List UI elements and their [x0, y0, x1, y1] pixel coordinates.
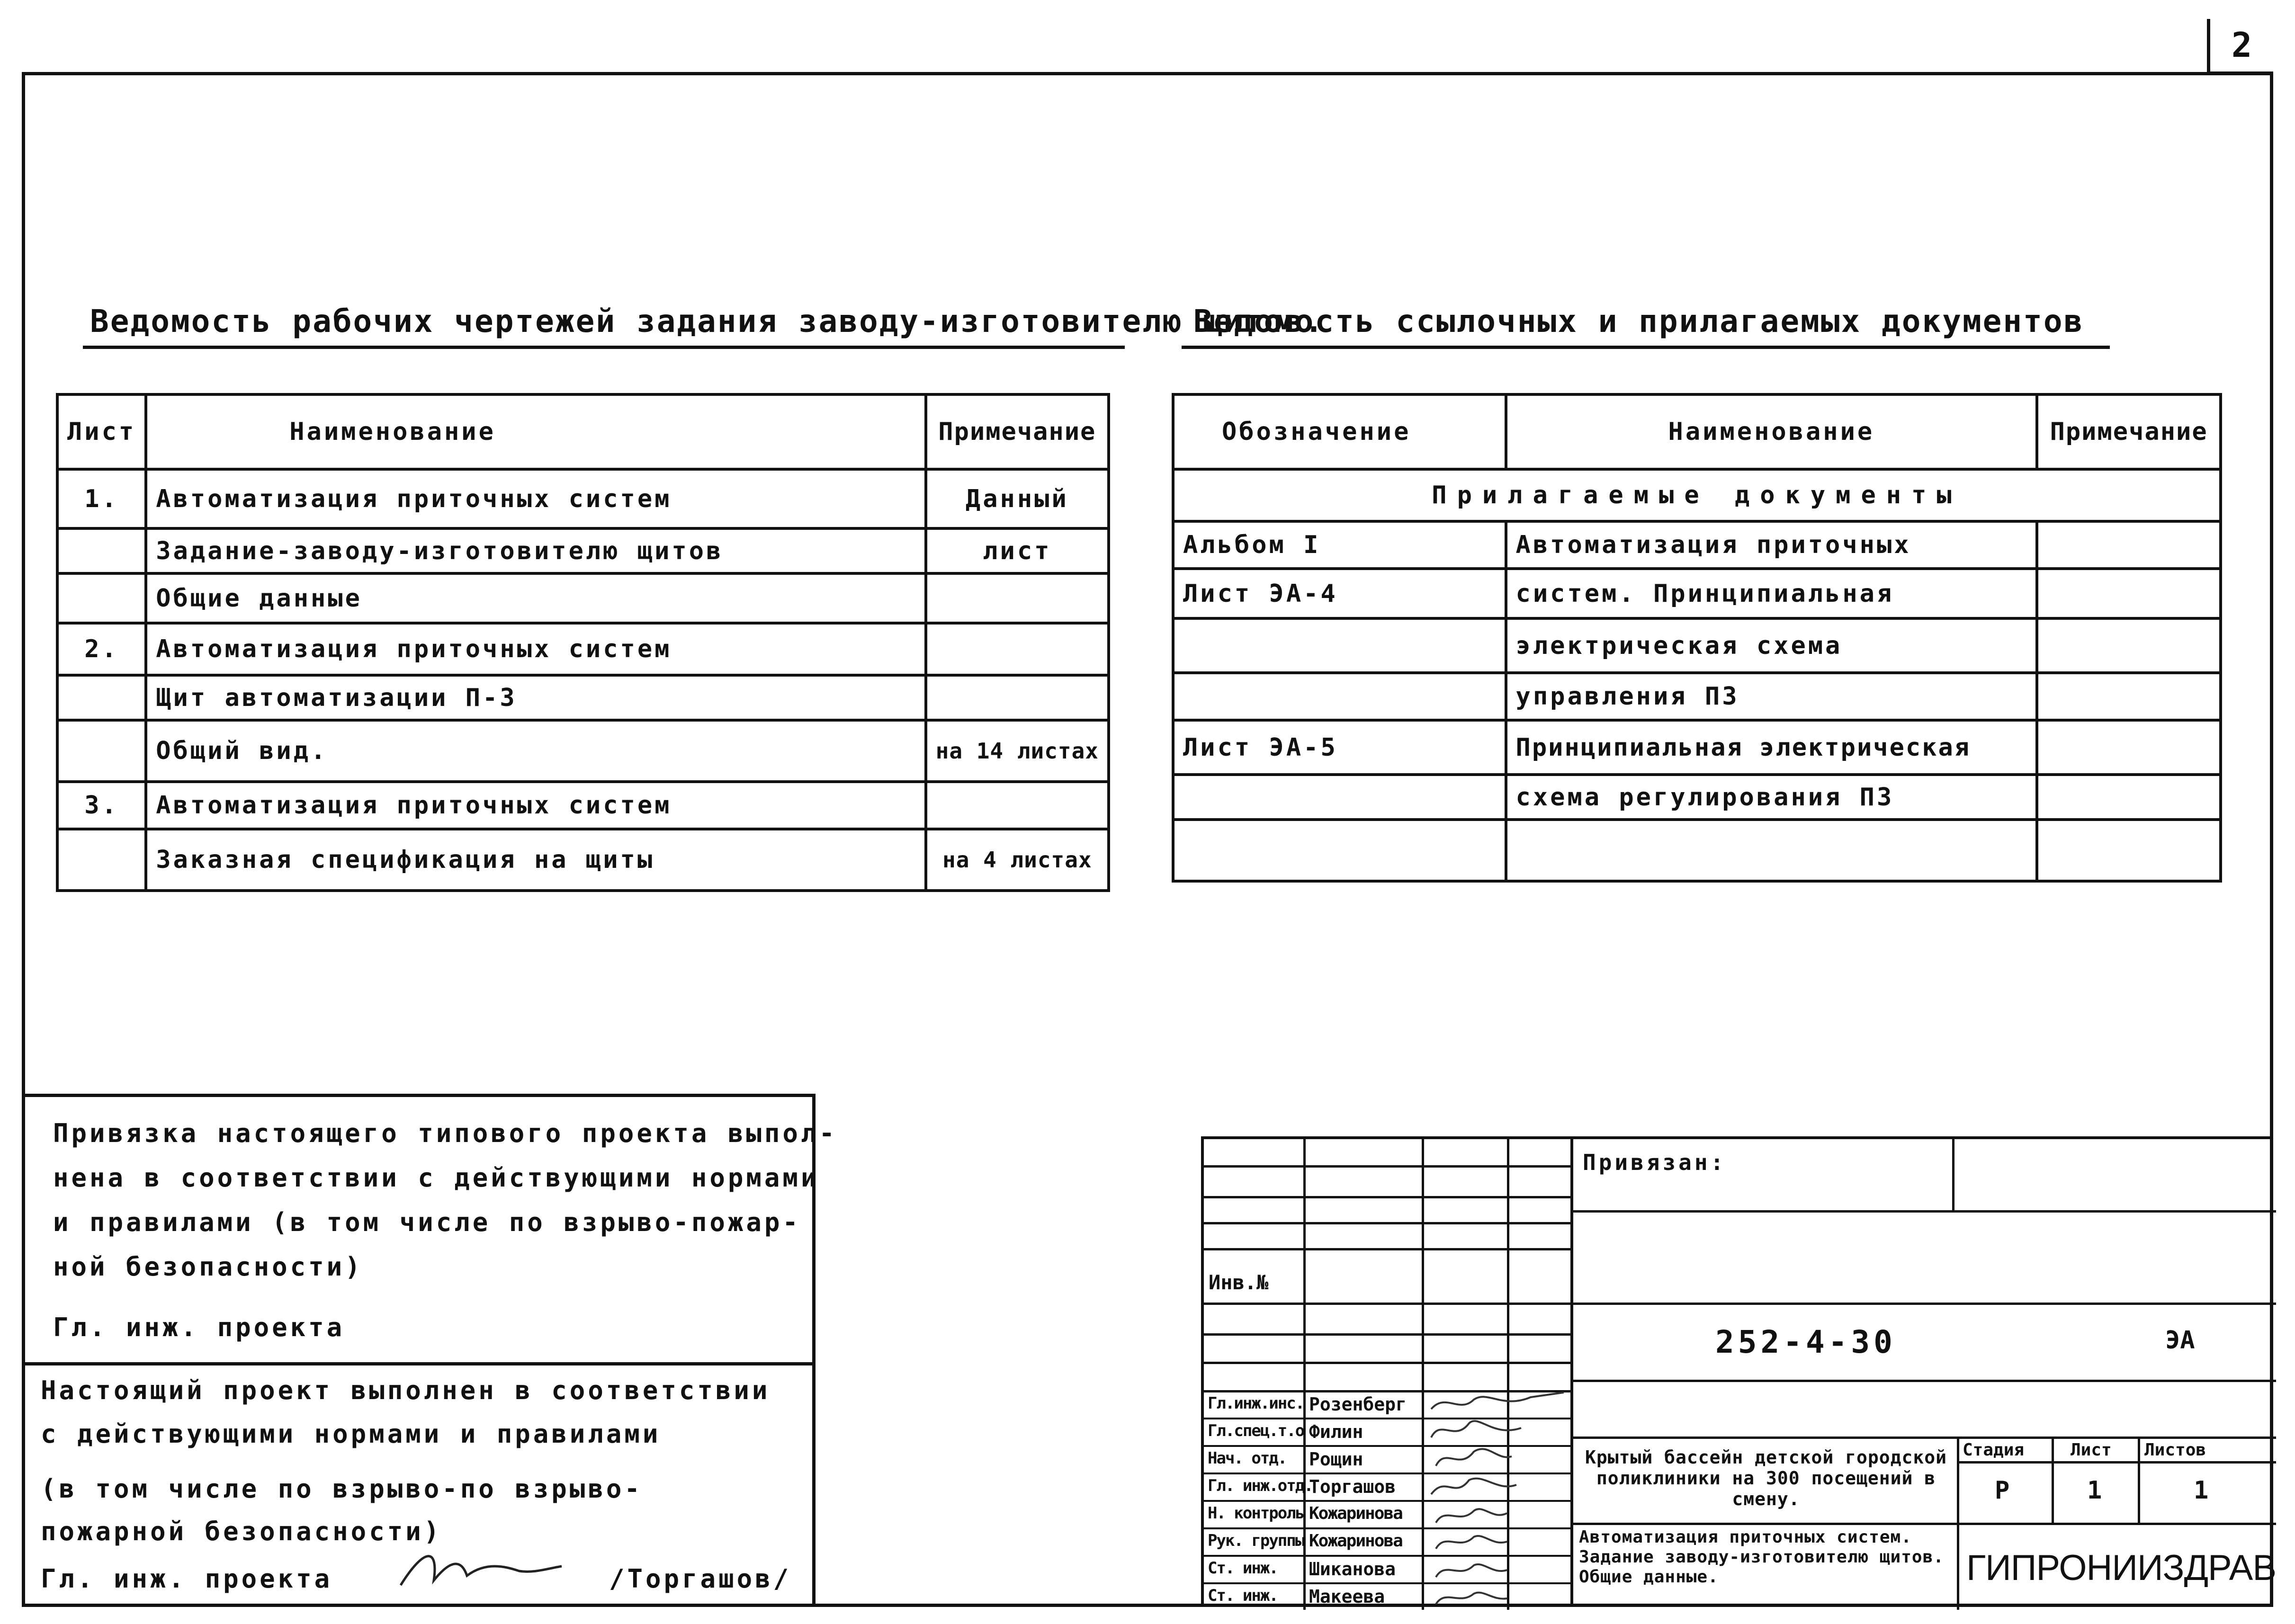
table-row — [1173, 521, 2221, 569]
stage-value: Р — [1995, 1476, 2010, 1505]
table-row — [1173, 569, 2221, 618]
table-row — [57, 573, 1109, 623]
row-sheet: 3. — [57, 782, 146, 829]
row-code: Лист ЭА-4 — [1173, 569, 1506, 618]
header-name: Наименование — [146, 394, 925, 469]
staff-role: Ст. инж. — [1208, 1586, 1278, 1605]
grid-line — [1957, 1523, 2276, 1525]
table-header-row — [57, 394, 1109, 469]
row-name: Щит автоматизации П-3 — [146, 675, 925, 720]
staff-name: Филин — [1309, 1421, 1363, 1442]
row-name: Общие данные — [146, 573, 925, 623]
table-row — [57, 782, 1109, 829]
right-title-underline — [1182, 346, 2110, 349]
binding-line: нена в соответствии с действующими нормами — [53, 1163, 819, 1193]
grid-line — [1573, 1210, 2276, 1213]
row-name: электрическая схема — [1506, 618, 2037, 673]
table-row — [57, 528, 1109, 573]
row-name: Автоматизация приточных систем — [146, 782, 925, 829]
table-row — [1173, 618, 2221, 673]
grid-line — [1204, 1196, 1573, 1198]
compliance-line: Настоящий проект выполнен в соответствии — [41, 1375, 771, 1405]
table-row — [1173, 775, 2221, 820]
staff-name: Торгашов — [1309, 1476, 1396, 1497]
header-sheet: Лист — [57, 394, 146, 469]
row-note — [2037, 569, 2221, 618]
row-name: Автоматизация приточных систем — [146, 469, 925, 528]
row-note — [2037, 775, 2221, 820]
grid-line — [1957, 1461, 2276, 1463]
table-row — [57, 829, 1109, 891]
row-name: Общий вид. — [146, 720, 925, 782]
row-note — [926, 623, 1109, 675]
staff-name: Розенберг — [1309, 1394, 1407, 1415]
table-row — [57, 469, 1109, 528]
compliance-signer-name: /Торгашов/ — [609, 1564, 792, 1594]
sheets-value: 1 — [2194, 1476, 2209, 1505]
header-code: Обозначение — [1173, 394, 1506, 469]
stamp-left-grid — [1201, 1136, 1570, 1607]
row-sheet — [57, 829, 146, 891]
section-row — [1173, 469, 2221, 521]
row-code: Альбом I — [1173, 521, 1506, 569]
binding-signer: Гл. инж. проекта — [53, 1312, 345, 1342]
staff-role: Ст. инж. — [1208, 1559, 1278, 1578]
header-note: Примечание — [2037, 394, 2221, 469]
row-note — [926, 782, 1109, 829]
staff-name: Шиканова — [1309, 1559, 1396, 1579]
row-name: управления П3 — [1506, 673, 2037, 720]
grid-line — [1573, 1437, 2276, 1439]
staff-role: Гл. инж.отд. — [1208, 1476, 1313, 1495]
row-code — [1173, 820, 1506, 881]
header-note: Примечание — [926, 394, 1109, 469]
row-name: Автоматизация приточных — [1506, 521, 2037, 569]
row-code — [1173, 673, 1506, 720]
row-code — [1173, 775, 1506, 820]
sheets-label: Листов — [2144, 1440, 2206, 1460]
row-name: систем. Принципиальная — [1506, 569, 2037, 618]
row-name: Принципиальная электрическая — [1506, 720, 2037, 775]
row-sheet — [57, 573, 146, 623]
doc-suffix: ЭА — [2165, 1326, 2195, 1355]
organization-name: ГИПРОНИИЗДРАВ — [1966, 1548, 2277, 1588]
row-note: на 4 листах — [926, 829, 1109, 891]
left-title-underline — [83, 346, 1125, 349]
row-name: Задание-заводу-изготовителю щитов — [146, 528, 925, 573]
compliance-signer: Гл. инж. проекта — [41, 1564, 333, 1594]
row-sheet — [57, 528, 146, 573]
right-table-title: Ведомость ссылочных и прилагаемых документов — [1193, 303, 2084, 339]
staff-name: Кожаринова — [1309, 1531, 1402, 1551]
grid-line — [1573, 1380, 2276, 1382]
row-note — [2037, 521, 2221, 569]
sheet-value: 1 — [2087, 1476, 2102, 1505]
row-sheet — [57, 675, 146, 720]
signature-mark — [396, 1543, 566, 1595]
sheet-label: Лист — [2071, 1440, 2112, 1460]
table-row — [57, 720, 1109, 782]
row-sheet: 1. — [57, 469, 146, 528]
row-name — [1506, 820, 2037, 881]
row-note: лист — [926, 528, 1109, 573]
left-table-title: Ведомость рабочих чертежей задания заводу-изготовителю щитов. — [90, 303, 1325, 339]
grid-line — [1204, 1222, 1573, 1224]
row-name: Заказная спецификация на щиты — [146, 829, 925, 891]
project-title: Крытый бассейн детской городской поликлиники на 300 посещений в смену. — [1585, 1447, 1947, 1509]
binding-line: и правилами (в том числе по взрыво-пожар- — [53, 1207, 801, 1237]
row-note — [926, 675, 1109, 720]
staff-signatures — [1426, 1390, 1569, 1610]
compliance-note-block — [22, 1363, 816, 1607]
table-row — [57, 675, 1109, 720]
compliance-line: пожарной безопасности) — [41, 1517, 442, 1546]
drawings-list-table — [56, 393, 1110, 892]
staff-role: Нач. отд. — [1208, 1449, 1287, 1468]
stage-label: Стадия — [1963, 1440, 2025, 1460]
referenced-docs-table — [1172, 393, 2222, 883]
row-note: на 14 листах — [926, 720, 1109, 782]
grid-line — [1204, 1333, 1573, 1336]
header-name: Наименование — [1506, 394, 2037, 469]
table-row — [1173, 720, 2221, 775]
binding-line: ной безопасности) — [53, 1252, 363, 1282]
binding-line: Привязка настоящего типового проекта выпол- — [53, 1118, 837, 1148]
stamp-main — [1570, 1136, 2277, 1607]
compliance-line: с действующими нормами и правилами — [41, 1419, 661, 1449]
grid-line — [2052, 1437, 2054, 1523]
staff-name: Макеева — [1309, 1586, 1385, 1607]
row-name: Автоматизация приточных систем — [146, 623, 925, 675]
row-name: схема регулирования П3 — [1506, 775, 2037, 820]
table-row — [1173, 820, 2221, 881]
inv-label: Инв.№ — [1209, 1271, 1269, 1294]
staff-name: Кожаринова — [1309, 1504, 1402, 1523]
row-code: Лист ЭА-5 — [1173, 720, 1506, 775]
page-number: 2 — [2207, 19, 2273, 75]
row-note — [2037, 820, 2221, 881]
grid-line — [1952, 1139, 1954, 1210]
table-row — [57, 623, 1109, 675]
grid-line — [1422, 1139, 1424, 1610]
bound-label: Привязан: — [1583, 1150, 1727, 1175]
section-title: Прилагаемые документы — [1173, 469, 2221, 521]
row-note — [2037, 618, 2221, 673]
table-header-row — [1173, 394, 2221, 469]
grid-line — [1204, 1165, 1573, 1168]
row-note: Данный — [926, 469, 1109, 528]
table-row — [1173, 673, 2221, 720]
staff-role: Гл.спец.т.о — [1208, 1421, 1304, 1440]
grid-line — [2138, 1437, 2140, 1523]
title-stamp — [1201, 1136, 2277, 1607]
row-sheet — [57, 720, 146, 782]
sheet-title: Автоматизация приточных систем. Задание заводу-изготовителю щитов. Общие данные. — [1579, 1527, 1944, 1587]
staff-name: Рощин — [1309, 1449, 1363, 1470]
grid-line — [1204, 1362, 1573, 1364]
row-note — [926, 573, 1109, 623]
staff-role: Гл.инж.инс. — [1208, 1394, 1304, 1413]
row-note — [2037, 673, 2221, 720]
row-sheet: 2. — [57, 623, 146, 675]
grid-line — [1573, 1303, 2276, 1305]
staff-role: Рук. группы — [1208, 1531, 1304, 1550]
compliance-line: (в том числе по взрыво-по взрыво- — [41, 1474, 643, 1504]
row-note — [2037, 720, 2221, 775]
row-code — [1173, 618, 1506, 673]
grid-line — [1204, 1248, 1573, 1250]
grid-line — [1204, 1303, 1573, 1305]
grid-line — [1573, 1523, 1957, 1525]
doc-code: 252-4-30 — [1715, 1324, 1896, 1360]
staff-role: Н. контроль — [1208, 1504, 1304, 1523]
binding-note-block — [22, 1094, 837, 1365]
